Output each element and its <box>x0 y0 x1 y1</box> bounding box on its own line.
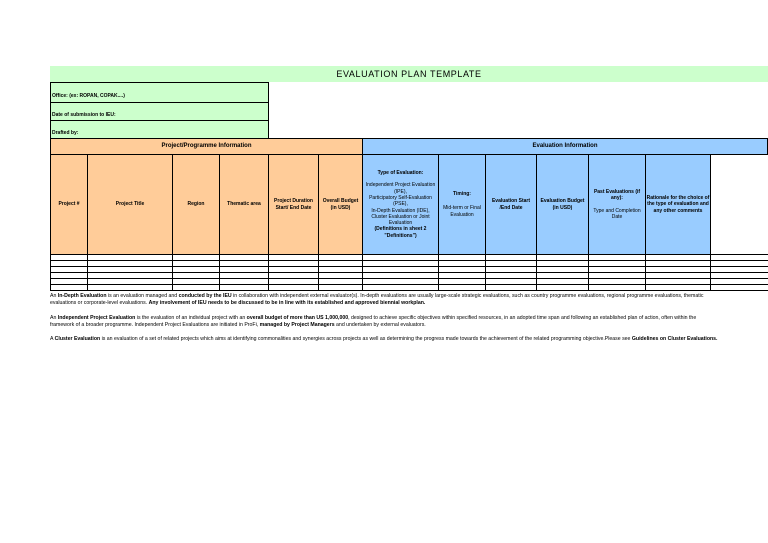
data-grid <box>50 254 768 290</box>
type-option: Participatory Self-Evaluation (PSE), <box>369 194 432 208</box>
col-project-duration: Project Duration Start/ End Date <box>268 154 319 255</box>
past-sub: Type and Completion Date <box>593 207 641 220</box>
type-option: Independent Project Evaluation (IPE), <box>365 182 436 195</box>
table-cell[interactable] <box>363 285 439 291</box>
type-heading: Type of Evaluation: <box>377 170 424 177</box>
table-cell[interactable] <box>88 285 173 291</box>
note-independent: An Independent Project Evaluation is the evaluation of an individual project with an overall budget of more than US 1,000,000, designed to achieve specific objectives within specified resources, in an adopted time span and following an established plan of action, often within the framework of a broader programme. Independent Project Evaluations are initiated in ProFi, managed by Project Managers and undertaken by external evaluators. <box>50 315 697 328</box>
timing-sub: Mid-term or Final Evaluation <box>443 205 481 218</box>
table-row <box>51 285 768 291</box>
table-cell[interactable] <box>319 285 363 291</box>
page-title: EVALUATION PLAN TEMPLATE <box>50 66 768 82</box>
table-cell[interactable] <box>486 285 537 291</box>
col-thematic-area: Thematic area <box>219 154 269 255</box>
col-past-evaluations <box>588 154 646 255</box>
col-evaluation-budget: Evaluation Budget (in USD) <box>536 154 589 255</box>
table-cell[interactable] <box>646 285 711 291</box>
type-option: In-Depth Evaluation (IDE), <box>371 207 430 214</box>
table-cell[interactable] <box>537 285 589 291</box>
type-option: Cluster Evaluation or Joint Evaluation <box>371 213 430 227</box>
col-project-number: Project # <box>50 154 88 255</box>
office-field[interactable]: Office: (ex: ROPAN, COPAK....) <box>50 82 269 103</box>
table-cell[interactable] <box>173 285 220 291</box>
col-project-title: Project Title <box>87 154 173 255</box>
table-cell[interactable] <box>269 285 319 291</box>
col-rationale: Rationale for the choice of the type of evaluation and any other comments <box>645 154 711 255</box>
project-section-header: Project/Programme Information <box>50 138 363 155</box>
type-note: (Definitions in sheet 2 "Definitions") <box>374 226 427 239</box>
col-evaluation-type <box>362 154 439 255</box>
note-cluster: A Cluster Evaluation is an evaluation of a set of related projects which aims at identifying commonalities and synergies across projects as well as determining the progress made towards the achievement of the related programming objective.Please see Guidelines on Cluster Evaluations. <box>50 336 718 342</box>
table-cell[interactable] <box>51 285 88 291</box>
col-region: Region <box>172 154 220 255</box>
evaluation-section-header: Evaluation Information <box>362 138 768 155</box>
date-submission-field[interactable]: Date of submission to IEU: <box>50 102 269 121</box>
table-cell[interactable] <box>439 285 486 291</box>
col-timing <box>438 154 486 255</box>
timing-heading: Timing: <box>453 191 471 198</box>
col-overall-budget: Overall Budget (in USD) <box>318 154 363 255</box>
table-cell[interactable] <box>220 285 269 291</box>
table-cell[interactable] <box>711 285 768 291</box>
past-heading: Past Evaluations (if any): <box>593 188 641 202</box>
note-in-depth: An In-Depth Evaluation is an evaluation managed and conducted by the IEU in collaboration with independent external evaluator(s). In-depth evaluations are usually large-scale strategic evaluations, such as country programme evaluations, regional programme evaluations, thematic evaluations or corporate-level evaluations. Any involvement of IEU needs to be discussed to be in line with its established and approved biennial workplan. <box>50 293 704 306</box>
drafted-by-field[interactable]: Drafted by: <box>50 120 269 139</box>
col-evaluation-dates: Evaluation Start /End Date <box>485 154 537 255</box>
table-cell[interactable] <box>589 285 646 291</box>
